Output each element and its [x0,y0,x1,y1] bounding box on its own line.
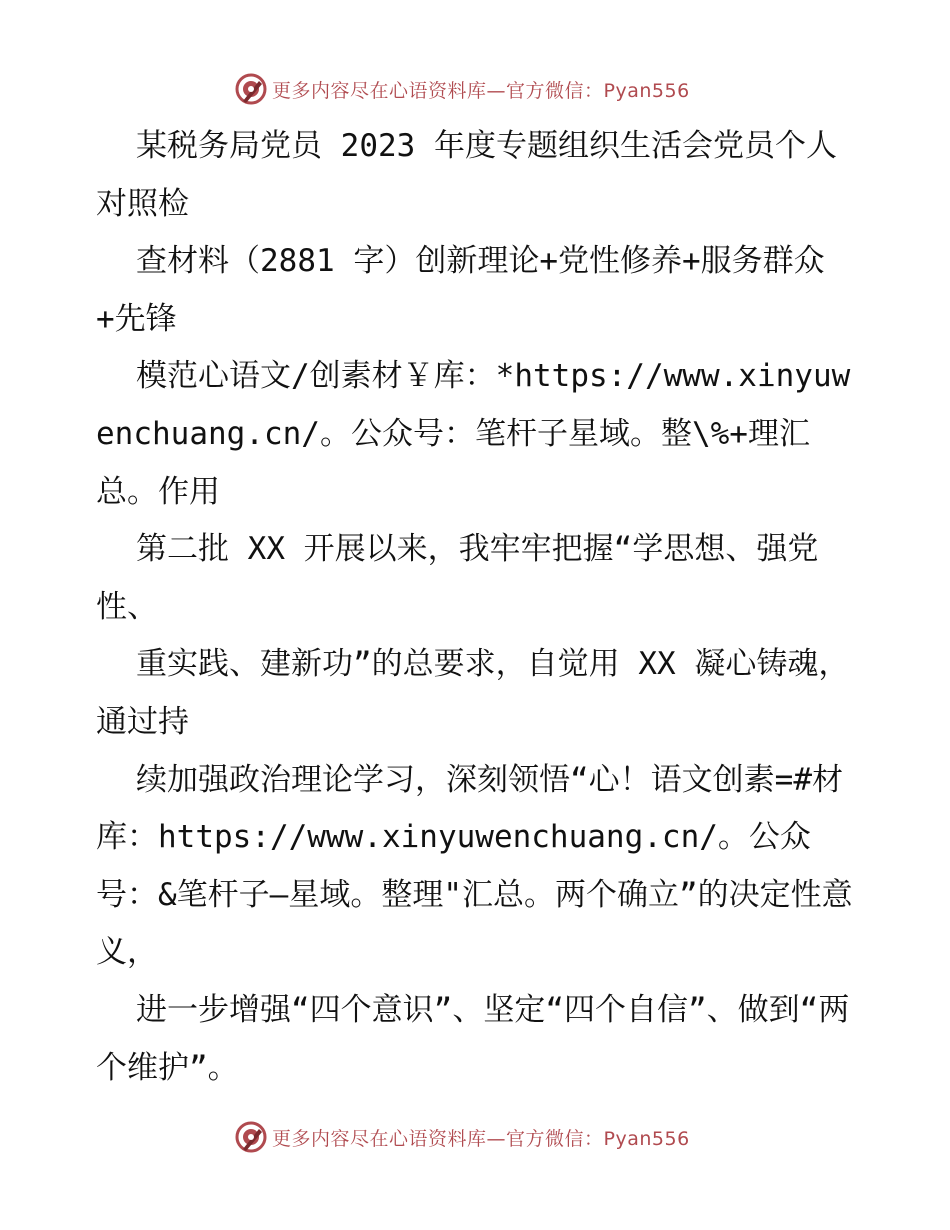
paragraph: 重实践、建新功”的总要求，自觉用 XX 凝心铸魂，通过持 [96,646,850,740]
paragraph: 某税务局党员 2023 年度专题组织生活会党员个人对照检 [96,128,837,222]
footer-banner [0,1118,950,1162]
paragraph: 查材料（2881 字）创新理论+党性修养+服务群众+先锋 [96,243,825,337]
banner-site-text: 更多内容尽在心语资料库 [272,80,487,102]
paragraph: 进一步增强“四个意识”、坚定“四个自信”、做到“两个维护”。 [96,991,850,1086]
banner-wechat-text: —官方微信：Pyan556 [486,1128,690,1150]
banner-text [272,76,690,103]
banner-site-text: 更多内容尽在心语资料库 [272,1128,487,1150]
paragraph: 第二批 XX 开展以来，我牢牢把握“学思想、强党性、 [96,531,819,625]
document-body [96,118,856,1097]
banner-text [272,1124,690,1151]
banner-wechat-text: —官方微信：Pyan556 [486,80,690,102]
paragraph: 模范心语文/创素材￥库：*https://www.xinyuwenchuang.cn/。公众号：笔杆子星域。整\%+理汇总。作用 [96,358,851,510]
paragraph: 续加强政治理论学习，深刻领悟“心！语文创素=#材库：https://www.xinyuwenchuang.cn/。公众号：&笔杆子—星域。整理"汇总。两个确立”的决定性意义， [96,761,853,971]
pen-nib-seal-icon [234,72,268,106]
header-banner [0,70,950,114]
pen-nib-seal-icon [234,1120,268,1154]
